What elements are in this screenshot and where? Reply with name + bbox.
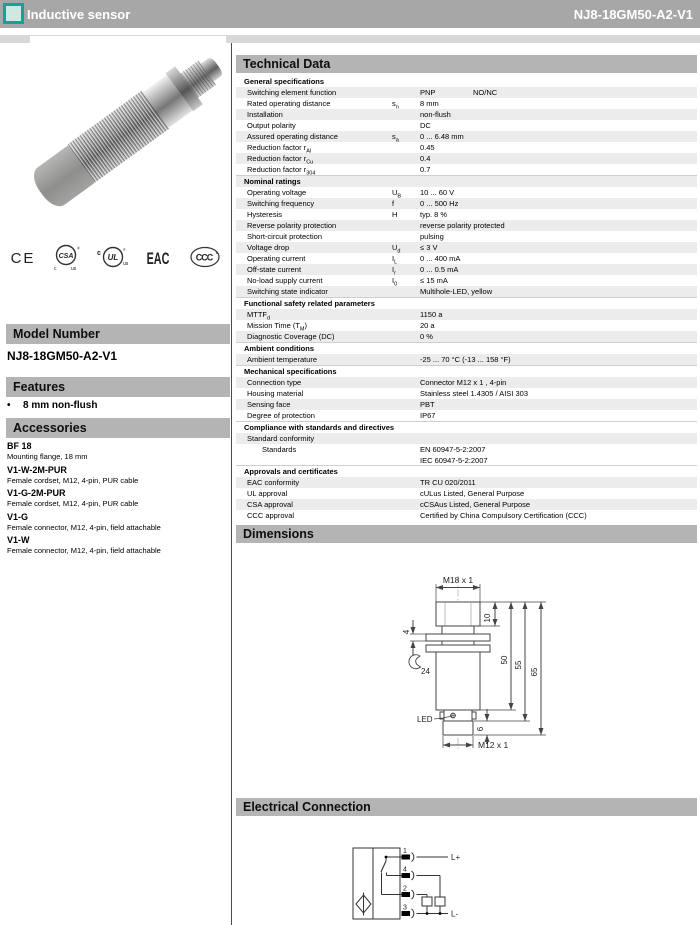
spec-label: Operating voltage	[247, 188, 307, 197]
spec-section-header: Functional safety related parameters	[236, 297, 697, 309]
spec-value: IP67	[420, 411, 436, 420]
spec-label: Operating current	[247, 254, 306, 263]
spec-value-secondary: NO/NC	[473, 88, 498, 97]
spec-symbol: $s_a$	[392, 132, 399, 144]
svg-text:us: us	[122, 261, 128, 267]
spec-value: DC	[420, 121, 431, 130]
page-header	[0, 0, 700, 28]
spec-section-header: Nominal ratings	[236, 175, 697, 187]
spec-value: Stainless steel 1.4305 / AISI 303	[420, 389, 528, 398]
spec-label: UL approval	[247, 489, 288, 498]
svg-text:CE: CE	[10, 250, 36, 267]
spec-value: cCSAus Listed, General Purpose	[420, 500, 531, 509]
spec-symbol	[392, 410, 420, 421]
accessory-description: Female connector, M12, 4-pin, field attachable	[7, 522, 161, 532]
spec-label: No-load supply current	[247, 276, 323, 285]
spec-section-header: General specifications	[244, 77, 325, 86]
spec-label: Mission Time $(T_M)$	[247, 321, 308, 333]
ccc-mark-icon	[187, 245, 223, 269]
spec-value: 0 ... 400 mA	[420, 254, 461, 263]
spec-label: Standard conformity	[247, 434, 315, 443]
spec-symbol	[392, 87, 420, 98]
header-part-number: NJ8-18GM50-A2-V1	[573, 6, 693, 22]
spec-row	[236, 433, 697, 444]
spec-value: Certified by China Compulsory Certification (CCC)	[420, 511, 587, 520]
spec-value: Multihole-LED, yellow	[420, 287, 493, 296]
spec-symbol	[392, 399, 420, 410]
spec-row	[236, 477, 697, 488]
spec-symbol	[392, 153, 420, 164]
spec-label: Installation	[247, 110, 283, 119]
spec-label: $MTTF_d$	[247, 310, 271, 322]
spec-row	[236, 109, 697, 120]
spec-symbol	[392, 377, 420, 388]
spec-value: -25 ... 70 °C (-13 ... 158 °F)	[420, 355, 511, 364]
spec-label: Switching frequency	[247, 199, 315, 208]
pin-2-label: 2	[403, 885, 407, 893]
spec-row	[236, 87, 697, 98]
pin-1-label: 1	[403, 848, 407, 855]
spec-row	[236, 499, 697, 510]
spec-symbol	[392, 164, 420, 175]
bullet-icon: •	[7, 400, 11, 411]
spec-row	[236, 275, 697, 286]
spec-value: ≤ 3 V	[420, 243, 438, 252]
spec-label: Assured operating distance	[247, 132, 338, 141]
spec-row	[236, 187, 697, 198]
spec-symbol: f	[392, 199, 395, 208]
dim-thread-top-label: M18 x 1	[442, 575, 474, 585]
spec-symbol	[392, 331, 420, 342]
spec-row	[236, 264, 697, 275]
accessory-name: V1-W-2M-PUR	[7, 464, 67, 475]
spec-row	[236, 142, 697, 153]
spec-symbol	[392, 488, 420, 499]
spec-symbol: H	[392, 210, 398, 219]
sensor-illustration	[27, 46, 231, 212]
spec-symbol	[392, 286, 420, 297]
spec-row	[236, 444, 697, 465]
brand-square-icon	[3, 3, 24, 24]
spec-row	[236, 98, 697, 109]
dim-6-label: 6	[476, 726, 485, 732]
dim-wrench-label: 24	[421, 667, 430, 676]
spec-section-header: Ambient conditions	[236, 342, 697, 354]
csa-mark-icon	[51, 244, 81, 271]
svg-text:UL: UL	[107, 253, 118, 262]
spec-symbol: $U_B$	[392, 188, 402, 200]
dim-55-label: 55	[514, 660, 523, 670]
accessory-description: Female cordset, M12, 4-pin, PUR cable	[7, 475, 139, 485]
spec-label: CCC approval	[247, 511, 295, 520]
spec-label: Hysteresis	[247, 210, 283, 219]
spec-value: Connector M12 x 1 , 4-pin	[420, 378, 507, 387]
spec-value: ≤ 15 mA	[420, 276, 448, 285]
svg-text:EAC: EAC	[146, 249, 170, 268]
pin-4-label: 4	[403, 866, 407, 874]
spec-row	[236, 320, 697, 331]
spec-symbol	[392, 510, 420, 521]
spec-symbol: $I_r$	[392, 265, 396, 277]
spec-row	[236, 488, 697, 499]
svg-text:CSA: CSA	[58, 252, 74, 260]
spec-row	[236, 120, 697, 131]
column-divider	[231, 43, 232, 925]
spec-label: Switching state indicator	[247, 287, 328, 296]
ul-mark-icon	[96, 245, 130, 269]
spec-value: 0 %	[420, 332, 433, 341]
page-title: Inductive sensor	[27, 6, 131, 22]
spec-row	[236, 309, 697, 320]
spec-symbol	[392, 120, 420, 131]
spec-value: 0 ... 6.48 mm	[420, 132, 464, 141]
svg-text:us: us	[70, 265, 77, 271]
svg-text:c: c	[53, 265, 57, 271]
spec-table	[236, 76, 697, 521]
spec-label: Reverse polarity protection	[247, 221, 337, 230]
accessory-name: V1-G	[7, 511, 29, 522]
svg-text:®: ®	[76, 245, 80, 250]
spec-row	[236, 198, 697, 209]
spec-label: Reduction factor $r_{Cu}$	[247, 154, 314, 166]
spec-value: non-flush	[420, 110, 451, 119]
accessories-list	[7, 441, 227, 559]
spec-label: Sensing face	[247, 400, 291, 409]
spec-label: Ambient temperature	[247, 355, 318, 364]
feature-text: 8 mm non-flush	[23, 400, 98, 411]
spec-row	[236, 231, 697, 242]
product-photo	[30, 36, 226, 238]
spec-label: Short-circuit protection	[247, 232, 323, 241]
spec-symbol	[392, 354, 420, 365]
accessory-name: V1-G-2M-PUR	[7, 488, 66, 498]
model-number-value: NJ8-18GM50-A2-V1	[7, 349, 118, 363]
spec-value	[420, 433, 697, 444]
spec-symbol: $s_n$	[392, 99, 399, 111]
spec-label: Rated operating distance	[247, 99, 331, 108]
spec-symbol	[392, 444, 420, 465]
spec-row	[236, 510, 697, 521]
spec-section-header: Mechanical specifications	[236, 365, 697, 377]
ce-mark-icon	[10, 246, 36, 268]
spec-row	[236, 209, 697, 220]
certification-logos	[10, 242, 223, 272]
eac-mark-icon	[144, 245, 172, 269]
spec-symbol	[392, 388, 420, 399]
spec-label: Degree of protection	[247, 411, 315, 420]
svg-text:c: c	[96, 250, 101, 257]
model-number-header: Model Number	[6, 324, 230, 344]
spec-value: 0.45	[420, 143, 435, 152]
spec-value: 10 ... 60 V	[420, 188, 455, 197]
spec-symbol	[392, 320, 420, 331]
spec-label: Housing material	[247, 389, 304, 398]
spec-symbol	[392, 309, 420, 320]
spec-row	[236, 410, 697, 421]
dim-thread-bottom-label: M12 x 1	[478, 740, 509, 750]
dim-10-label: 10	[483, 613, 492, 623]
spec-value: cULus Listed, General Purpose	[420, 489, 525, 498]
electrical-connection-header: Electrical Connection	[236, 798, 697, 816]
spec-value: 0.4	[420, 154, 431, 163]
spec-symbol	[392, 477, 420, 488]
spec-symbol	[392, 220, 420, 231]
spec-label: Connection type	[247, 378, 302, 387]
spec-value: typ. 8 %	[420, 210, 448, 219]
spec-row	[236, 242, 697, 253]
spec-label: Standards	[262, 445, 297, 454]
spec-label: Voltage drop	[247, 243, 290, 252]
supply-plus-label: L+	[451, 853, 461, 862]
spec-row	[236, 286, 697, 297]
spec-value: pulsing	[420, 232, 444, 241]
spec-value: 0 ... 500 Hz	[420, 199, 459, 208]
spec-symbol: $I_0$	[392, 276, 398, 288]
spec-label: Diagnostic Coverage (DC)	[247, 332, 335, 341]
accessory-description: Mounting flange, 18 mm	[7, 452, 88, 461]
spec-value: 8 mm	[420, 99, 439, 108]
spec-symbol: $I_L$	[392, 254, 398, 266]
spec-label: Off-state current	[247, 265, 302, 274]
spec-value: 0 ... 0.5 mA	[420, 265, 459, 274]
spec-label: Switching element function	[247, 88, 337, 97]
spec-value: PBT	[420, 400, 435, 409]
spec-row	[236, 399, 697, 410]
spec-value: reverse polarity protected	[420, 221, 505, 230]
dim-65-label: 65	[530, 667, 539, 677]
accessory-name: BF 18	[7, 441, 32, 451]
dimensions-header: Dimensions	[236, 525, 697, 543]
spec-section-header: Compliance with standards and directives	[236, 421, 697, 433]
dim-led-label: LED	[417, 715, 433, 724]
accessory-name: V1-W	[7, 535, 30, 545]
spec-label: Reduction factor $r_{304}$	[247, 165, 316, 177]
spec-row	[236, 354, 697, 365]
spec-row	[236, 253, 697, 264]
accessory-description: Female connector, M12, 4-pin, field attachable	[7, 546, 161, 555]
spec-row	[236, 377, 697, 388]
spec-section-header: Approvals and certificates	[236, 465, 697, 477]
spec-value: 0.7	[420, 165, 431, 174]
spec-symbol	[392, 231, 420, 242]
supply-minus-label: L-	[451, 909, 459, 919]
spec-value: PNP NO/NC	[420, 88, 498, 97]
svg-text:CCC: CCC	[195, 252, 213, 263]
accessories-header: Accessories	[6, 418, 230, 438]
svg-text:®: ®	[122, 248, 126, 252]
spec-label: Reduction factor $r_{Al}$	[247, 143, 312, 155]
spec-row	[236, 164, 697, 175]
spec-value: TR CU 020/2011	[420, 478, 476, 487]
spec-symbol: $U_d$	[392, 243, 401, 255]
spec-symbol	[392, 142, 420, 153]
spec-row	[236, 331, 697, 342]
spec-row	[236, 388, 697, 399]
spec-value: 20 a	[420, 321, 435, 330]
spec-symbol	[392, 433, 420, 444]
dim-4-label: 4	[402, 629, 411, 635]
accessory-description: Female cordset, M12, 4-pin, PUR cable	[7, 499, 139, 508]
spec-row	[236, 131, 697, 142]
dimension-drawing	[388, 572, 608, 757]
spec-label: EAC conformity	[247, 478, 300, 487]
wiring-diagram	[350, 845, 475, 925]
spec-label: CSA approval	[247, 500, 293, 509]
feature-item	[7, 400, 97, 411]
dim-50-label: 50	[500, 655, 509, 665]
technical-data-header: Technical Data	[236, 55, 697, 73]
spec-symbol	[392, 499, 420, 510]
spec-value: EN 60947-5-2:2007 IEC 60947-5-2:2007	[420, 445, 488, 465]
spec-value: 1150 a	[420, 310, 443, 319]
pin-3-label: 3	[403, 904, 407, 912]
spec-label: Output polarity	[247, 121, 296, 130]
spec-symbol	[392, 109, 420, 120]
spec-row	[236, 153, 697, 164]
features-header: Features	[6, 377, 230, 397]
spec-row	[236, 220, 697, 231]
